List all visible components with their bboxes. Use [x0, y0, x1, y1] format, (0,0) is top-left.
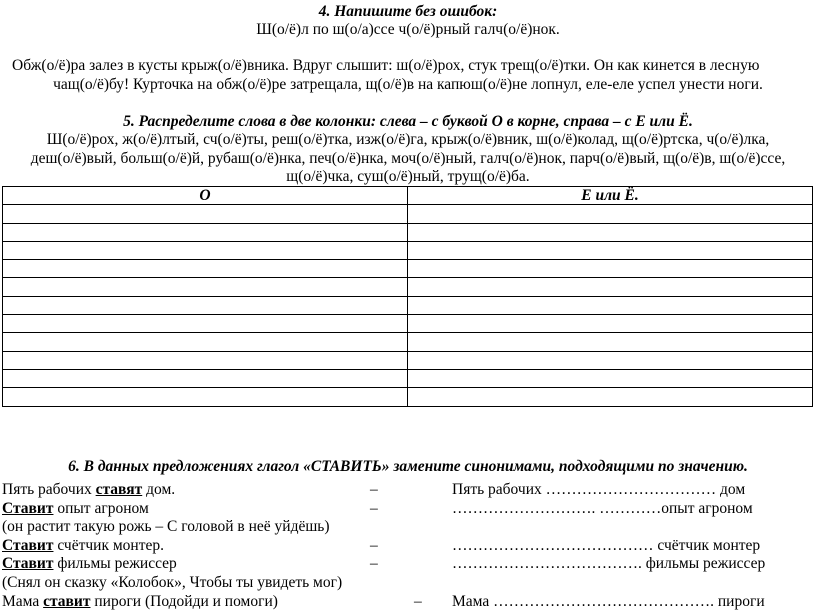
- sentence-left: [2, 499, 149, 518]
- sentence-left: [2, 592, 278, 611]
- table-row: [3, 315, 813, 333]
- cell-o[interactable]: [3, 223, 408, 241]
- cell-e[interactable]: [408, 369, 813, 387]
- answer-line[interactable]: Мама ……………………………………. пироги: [452, 592, 765, 610]
- task5-line-3: щ(о/ё)чка, суш(о/ё)ный, трущ(о/ё)ба.: [286, 168, 530, 185]
- cell-e[interactable]: [408, 333, 813, 351]
- dash: –: [370, 499, 378, 517]
- task4-line-3: чащ(о/ё)бу! Курточка на обж(о/ё)ре затрещала, щ(о/ё)в на капюш(о/ё)не лопнул, еле-еле успел унести ноги.: [53, 76, 763, 93]
- dash: –: [370, 536, 378, 554]
- answer-line[interactable]: Пять рабочих …………………………… дом: [452, 481, 746, 498]
- sentence-left: [2, 573, 342, 592]
- verb-stavit: ставит: [43, 592, 91, 610]
- task4-title: 4. Напишите без ошибок:: [318, 3, 498, 20]
- cell-o[interactable]: [3, 315, 408, 333]
- cell-o[interactable]: [3, 296, 408, 314]
- answer-line[interactable]: ………………………………… счётчик монтер: [452, 536, 761, 554]
- cell-e[interactable]: [408, 351, 813, 369]
- cell-o[interactable]: [3, 388, 408, 406]
- sentence-post: пироги (Подойди и помоги): [90, 592, 278, 610]
- cell-e[interactable]: [408, 223, 813, 241]
- column-header-o: О: [3, 187, 408, 205]
- cell-o[interactable]: [3, 278, 408, 296]
- cell-o[interactable]: [3, 260, 408, 278]
- cell-o[interactable]: [3, 333, 408, 351]
- sentence-post: опыт агроном: [53, 499, 149, 517]
- table-row: [3, 223, 813, 241]
- table-row: [3, 241, 813, 259]
- sentence-pre: (он растит такую рожь – С головой в неё уйдёшь): [2, 518, 330, 536]
- sentence-post: счётчик монтер.: [53, 536, 164, 554]
- task4-line-2: Обж(о/ё)ра залез в кусты крыж(о/ё)вника. Вдруг слышит: ш(о/ё)рох, стук трещ(о/ё)тки. Он как кинется в лесную: [12, 57, 760, 74]
- table-row: [3, 388, 813, 406]
- table-row: [3, 278, 813, 296]
- dash: –: [370, 555, 378, 573]
- cell-o[interactable]: [3, 351, 408, 369]
- table-row: [3, 296, 813, 314]
- cell-o[interactable]: [3, 369, 408, 387]
- verb-stavit: Ставит: [2, 555, 54, 573]
- sentence-pre: Пять рабочих: [2, 481, 96, 498]
- sentence-left: [2, 536, 164, 555]
- sentence-pre: Мама: [2, 592, 44, 610]
- task5-line-1: Ш(о/ё)рох, ж(о/ё)лтый, сч(о/ё)ты, реш(о/ё)тка, изж(о/ё)га, крыж(о/ё)вник, ш(о/ё)колад, щ(о/ё)ртска, ч(о/ё)лка,: [46, 131, 770, 148]
- sentence-post: дом.: [142, 481, 176, 498]
- sentence-pre: (Снял он сказку «Колобок», Чтобы ты увидеть мог): [2, 574, 343, 591]
- cell-o[interactable]: [3, 241, 408, 259]
- verb-stavit: Ставит: [2, 499, 54, 517]
- table-row: [3, 333, 813, 351]
- cell-e[interactable]: [408, 278, 813, 296]
- cell-o[interactable]: [3, 205, 408, 223]
- answer-line[interactable]: ………………………………. фильмы режиссер: [452, 555, 766, 573]
- sentence-left: [2, 517, 330, 536]
- cell-e[interactable]: [408, 296, 813, 314]
- dash: –: [370, 481, 378, 498]
- cell-e[interactable]: [408, 388, 813, 406]
- table-row: [3, 205, 813, 223]
- column-header-e: Е или Ё.: [408, 187, 813, 205]
- task4-line-1: Ш(о/ё)л по ш(о/а)ссе ч(о/ё)рный галч(о/ё)нок.: [256, 21, 560, 38]
- cell-e[interactable]: [408, 315, 813, 333]
- verb-stavit: Ставит: [2, 536, 54, 554]
- answer-line[interactable]: ………………………. …………опыт агроном: [452, 499, 753, 517]
- table-row: [3, 260, 813, 278]
- sentence-left: [2, 554, 177, 573]
- task5-line-2: деш(о/ё)вый, больш(о/ё)й, рубаш(о/ё)нка, печ(о/ё)нка, моч(о/ё)ный, галч(о/ё)нок, парч(о/ё)вый, щ(о/ё)в, ш(о/ё)ссе,: [30, 150, 786, 167]
- cell-e[interactable]: [408, 205, 813, 223]
- sentence-post: фильмы режиссер: [53, 555, 177, 573]
- sentence-left: [2, 480, 175, 499]
- verb-stavit: ставят: [95, 481, 143, 498]
- sorting-table: [2, 186, 813, 407]
- task6-title: 6. В данных предложениях глагол «СТАВИТЬ» замените синонимами, подходящими по значению.: [68, 458, 748, 475]
- table-row: [3, 369, 813, 387]
- cell-e[interactable]: [408, 260, 813, 278]
- dash: –: [414, 592, 422, 610]
- table-row: [3, 351, 813, 369]
- task5-title: 5. Распределите слова в две колонки: слева – с буквой О в корне, справа – с Е или Ё.: [123, 113, 693, 130]
- cell-e[interactable]: [408, 241, 813, 259]
